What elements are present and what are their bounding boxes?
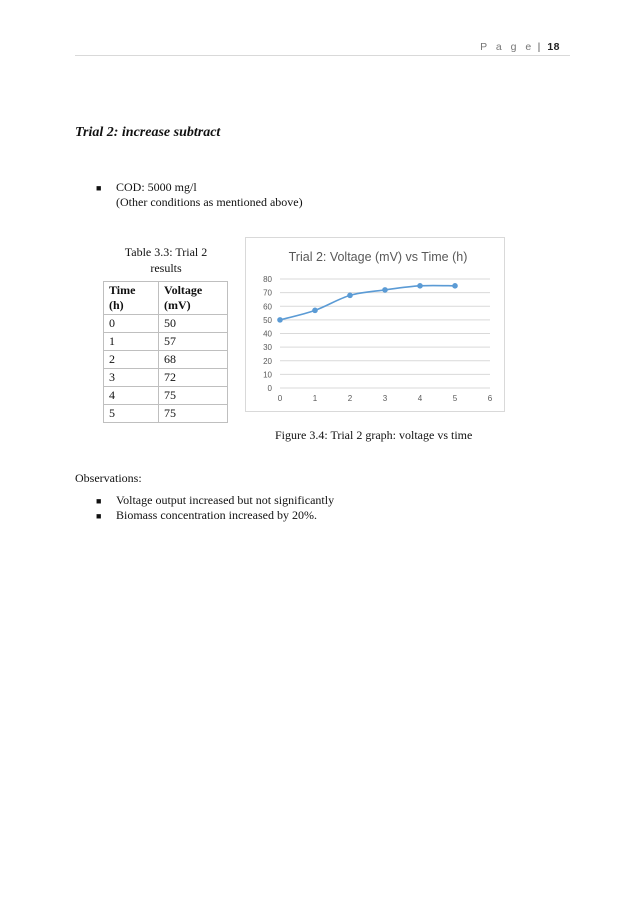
x-tick-label: 0 (277, 394, 283, 403)
data-point (382, 287, 388, 293)
x-tick-label: 6 (487, 394, 493, 403)
table-cell: 0 (104, 315, 159, 333)
page-number: 18 (547, 41, 560, 53)
series-line (280, 286, 455, 320)
y-tick-label: 30 (263, 343, 272, 353)
y-tick-label: 70 (263, 288, 272, 298)
condition-note: (Other conditions as mentioned above) (116, 195, 303, 209)
table-cell: 2 (104, 351, 159, 369)
condition-item (96, 180, 303, 210)
x-tick-label: 1 (312, 394, 318, 403)
data-point (452, 283, 458, 289)
table-cell: 68 (159, 351, 228, 369)
data-point (277, 317, 283, 323)
chart-gridlines (280, 279, 490, 388)
table-header-cell (104, 282, 159, 315)
table-cell: 1 (104, 333, 159, 351)
table-cell: 75 (159, 405, 228, 423)
square-bullet-icon: ■ (96, 511, 102, 521)
chart-canvas (246, 238, 504, 411)
page-header (480, 41, 560, 53)
observation-text: Biomass concentration increased by 20%. (116, 508, 317, 522)
y-tick-label: 60 (263, 302, 272, 312)
section-heading: Trial 2: increase subtract (75, 125, 221, 140)
figure-caption: Figure 3.4: Trial 2 graph: voltage vs time (275, 428, 473, 442)
table-cell: 3 (104, 369, 159, 387)
header-unit: (h) (109, 298, 124, 312)
observation-item (96, 493, 335, 508)
results-table (103, 281, 228, 423)
data-point (417, 283, 423, 289)
x-tick-label: 2 (347, 394, 353, 403)
chart-title: Trial 2: Voltage (mV) vs Time (h) (288, 250, 468, 264)
x-tick-label: 3 (382, 394, 388, 403)
table-row (104, 351, 228, 369)
observations-label: Observations: (75, 471, 142, 485)
observation-text: Voltage output increased but not significantly (116, 493, 335, 507)
table-header-cell (159, 282, 228, 315)
observation-item (96, 508, 317, 523)
y-tick-label: 20 (263, 356, 272, 366)
table-cell: 57 (159, 333, 228, 351)
data-point (347, 293, 353, 299)
condition-line: COD: 5000 mg/l (116, 180, 197, 194)
table-cell: 4 (104, 387, 159, 405)
table-row (104, 369, 228, 387)
y-tick-label: 0 (267, 384, 272, 393)
table-cell: 75 (159, 387, 228, 405)
table-row (104, 333, 228, 351)
x-tick-label: 4 (417, 394, 423, 403)
y-tick-label: 10 (263, 370, 272, 380)
data-point (312, 308, 318, 314)
header-text: Voltage (164, 283, 203, 297)
voltage-chart (245, 237, 505, 412)
table-row (104, 315, 228, 333)
header-divider (75, 55, 570, 56)
header-text: Time (109, 283, 136, 297)
y-tick-label: 40 (263, 329, 272, 339)
x-axis-ticks (278, 394, 493, 403)
y-tick-label: 80 (263, 275, 272, 284)
square-bullet-icon: ■ (96, 183, 102, 193)
y-tick-label: 50 (263, 315, 272, 325)
square-bullet-icon: ■ (96, 496, 102, 506)
table-header-row (104, 282, 228, 315)
header-unit: (mV) (164, 298, 191, 312)
page-separator: | (537, 41, 541, 53)
table-caption (111, 244, 221, 276)
table-caption-line: Table 3.3: Trial 2 (124, 245, 208, 259)
table-cell: 5 (104, 405, 159, 423)
table-caption-line: results (150, 261, 182, 275)
x-tick-label: 5 (452, 394, 458, 403)
table-cell: 72 (159, 369, 228, 387)
page-label: P a g e (480, 41, 535, 53)
table-row (104, 387, 228, 405)
table-cell: 50 (159, 315, 228, 333)
y-axis-ticks (263, 275, 272, 393)
series-points (277, 283, 458, 323)
table-row (104, 405, 228, 423)
